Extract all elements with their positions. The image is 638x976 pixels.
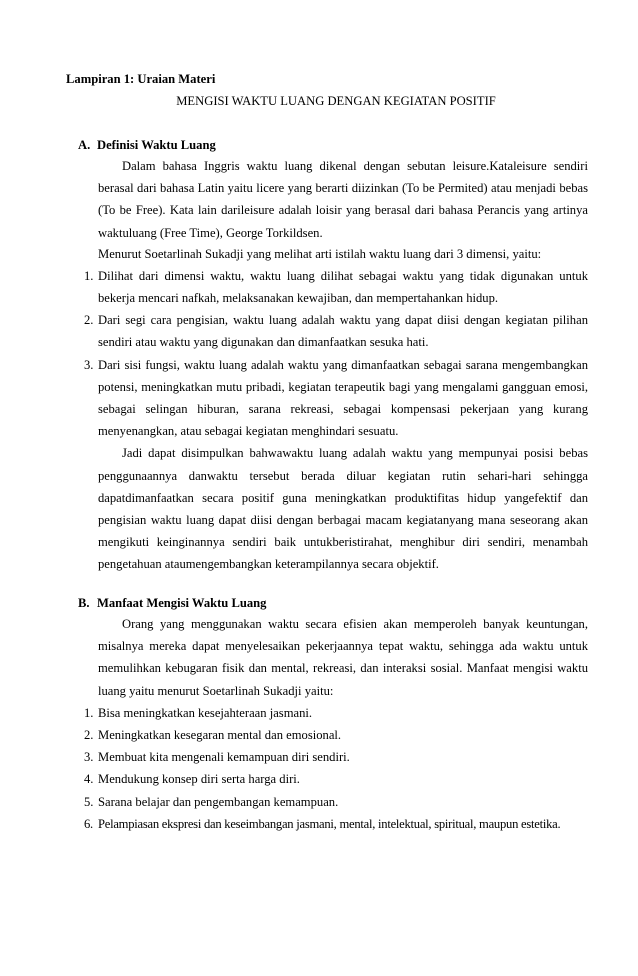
list-number: 6.: [84, 816, 93, 831]
list-text: Bisa meningkatkan kesejahteraan jasmani.: [98, 705, 313, 720]
list-number: 2.: [84, 728, 94, 743]
list-text: Pelampiasan ekspresi dan keseimbangan jasmani, mental, intelektual, spiritual, maupun estetika.: [98, 816, 561, 831]
list-number: 3.: [84, 750, 94, 765]
list-text: Meningkatkan kesegaran mental dan emosional.: [98, 728, 342, 743]
section-b-intro: Orang yang menggunakan waktu secara efisien akan memperoleh banyak keuntungan, misalnya mereka dapat menyelesaikan pekerjaannya tepat waktu, sehingga ada waktu untuk memulihkan kebugaran fisik dan mental, rekreasi, dan interaksi sosial. Manfaat mengisi waktu luang yaitu menurut Soetarlinah Sukadji yaitu:: [98, 617, 588, 698]
list-item: [84, 354, 588, 443]
list-number: 2.: [84, 313, 94, 328]
section-b-title: Manfaat Mengisi Waktu Luang: [97, 596, 267, 610]
list-item: [84, 791, 588, 813]
section-a-intro: Dalam bahasa Inggris waktu luang dikenal dengan sebutan leisure.Kataleisure sendiri berasal dari bahasa Latin yaitu licere yang berarti diizinkan (To be Permited) atau menjadi bebas (To be Free). Kata lain darileisure adalah loisir yang berasal dari bahasa Perancis yang artinya waktuluang (Free Time), George Torkildsen.: [98, 159, 588, 240]
page-title: MENGISI WAKTU LUANG DENGAN KEGIATAN POSITIF: [176, 94, 496, 108]
appendix-label: Lampiran 1: Uraian Materi: [66, 72, 216, 86]
list-item: [84, 724, 588, 746]
section-b-letter: B.: [78, 596, 90, 610]
section-a-heading: [78, 138, 216, 153]
list-item: [84, 309, 588, 353]
list-item: [84, 702, 588, 724]
list-number: 1.: [84, 705, 94, 720]
list-text: Sarana belajar dan pengembangan kemampuan.: [98, 794, 339, 809]
section-a-conclusion: Jadi dapat disimpulkan bahwawaktu luang adalah waktu yang mempunyai posisi bebas penggunaannya danwaktu tersebut berada diluar kegiatan rutin sehari-hari sehingga dapatdimanfaatkan secara positif guna meningkatkan produktifitas hidup yangefektif dan pengisian waktu luang dapat diisi dengan berbagai macam kegiatanyang mana seseorang akan mengikuti keinginannya sendiri baik untukberistirahat, menghibur diri sendiri, menambah pengetahuan ataumengembangkan keterampilannya secara objektif.: [98, 446, 588, 572]
section-b-body: [84, 613, 588, 835]
section-a-title: Definisi Waktu Luang: [97, 138, 216, 152]
section-a-body: [84, 155, 588, 576]
section-b-heading: [78, 596, 266, 611]
section-a-lead: Menurut Soetarlinah Sukadji yang melihat arti istilah waktu luang dari 3 dimensi, yaitu:: [98, 246, 542, 261]
list-item: [84, 265, 588, 309]
section-a-list: [84, 265, 588, 443]
section-a-letter: A.: [78, 138, 91, 152]
list-text: Membuat kita mengenali kemampuan diri sendiri.: [98, 750, 350, 765]
list-text: Mendukung konsep diri serta harga diri.: [98, 772, 300, 787]
list-item: [84, 746, 588, 768]
list-number: 4.: [84, 772, 94, 787]
list-number: 3.: [84, 357, 94, 372]
list-text: Dilihat dari dimensi waktu, waktu luang dilihat sebagai waktu yang tidak digunakan untuk bekerja mencari nafkah, melaksanakan kewajiban, dan mempertahankan hidup.: [98, 268, 588, 306]
list-text: Dari sisi fungsi, waktu luang adalah waktu yang dimanfaatkan sebagai sarana mengembangkan potensi, meningkatkan mutu pribadi, kegiatan terapeutik bagi yang mengalami gangguan emosi, sebagai selingan hiburan, sarana rekreasi, sebagai kompensasi pekerjaan yang kurang menyenangkan, atau sebagai kegiatan menghindari sesuatu.: [98, 357, 588, 439]
list-item: [84, 768, 588, 790]
list-item: [84, 813, 588, 835]
list-number: 5.: [84, 794, 94, 809]
section-b-list: [84, 702, 588, 835]
list-number: 1.: [84, 268, 94, 283]
list-text: Dari segi cara pengisian, waktu luang adalah waktu yang dapat diisi dengan kegiatan pilihan sendiri atau waktu yang digunakan dan dimanfaatkan sesuka hati.: [98, 313, 588, 350]
